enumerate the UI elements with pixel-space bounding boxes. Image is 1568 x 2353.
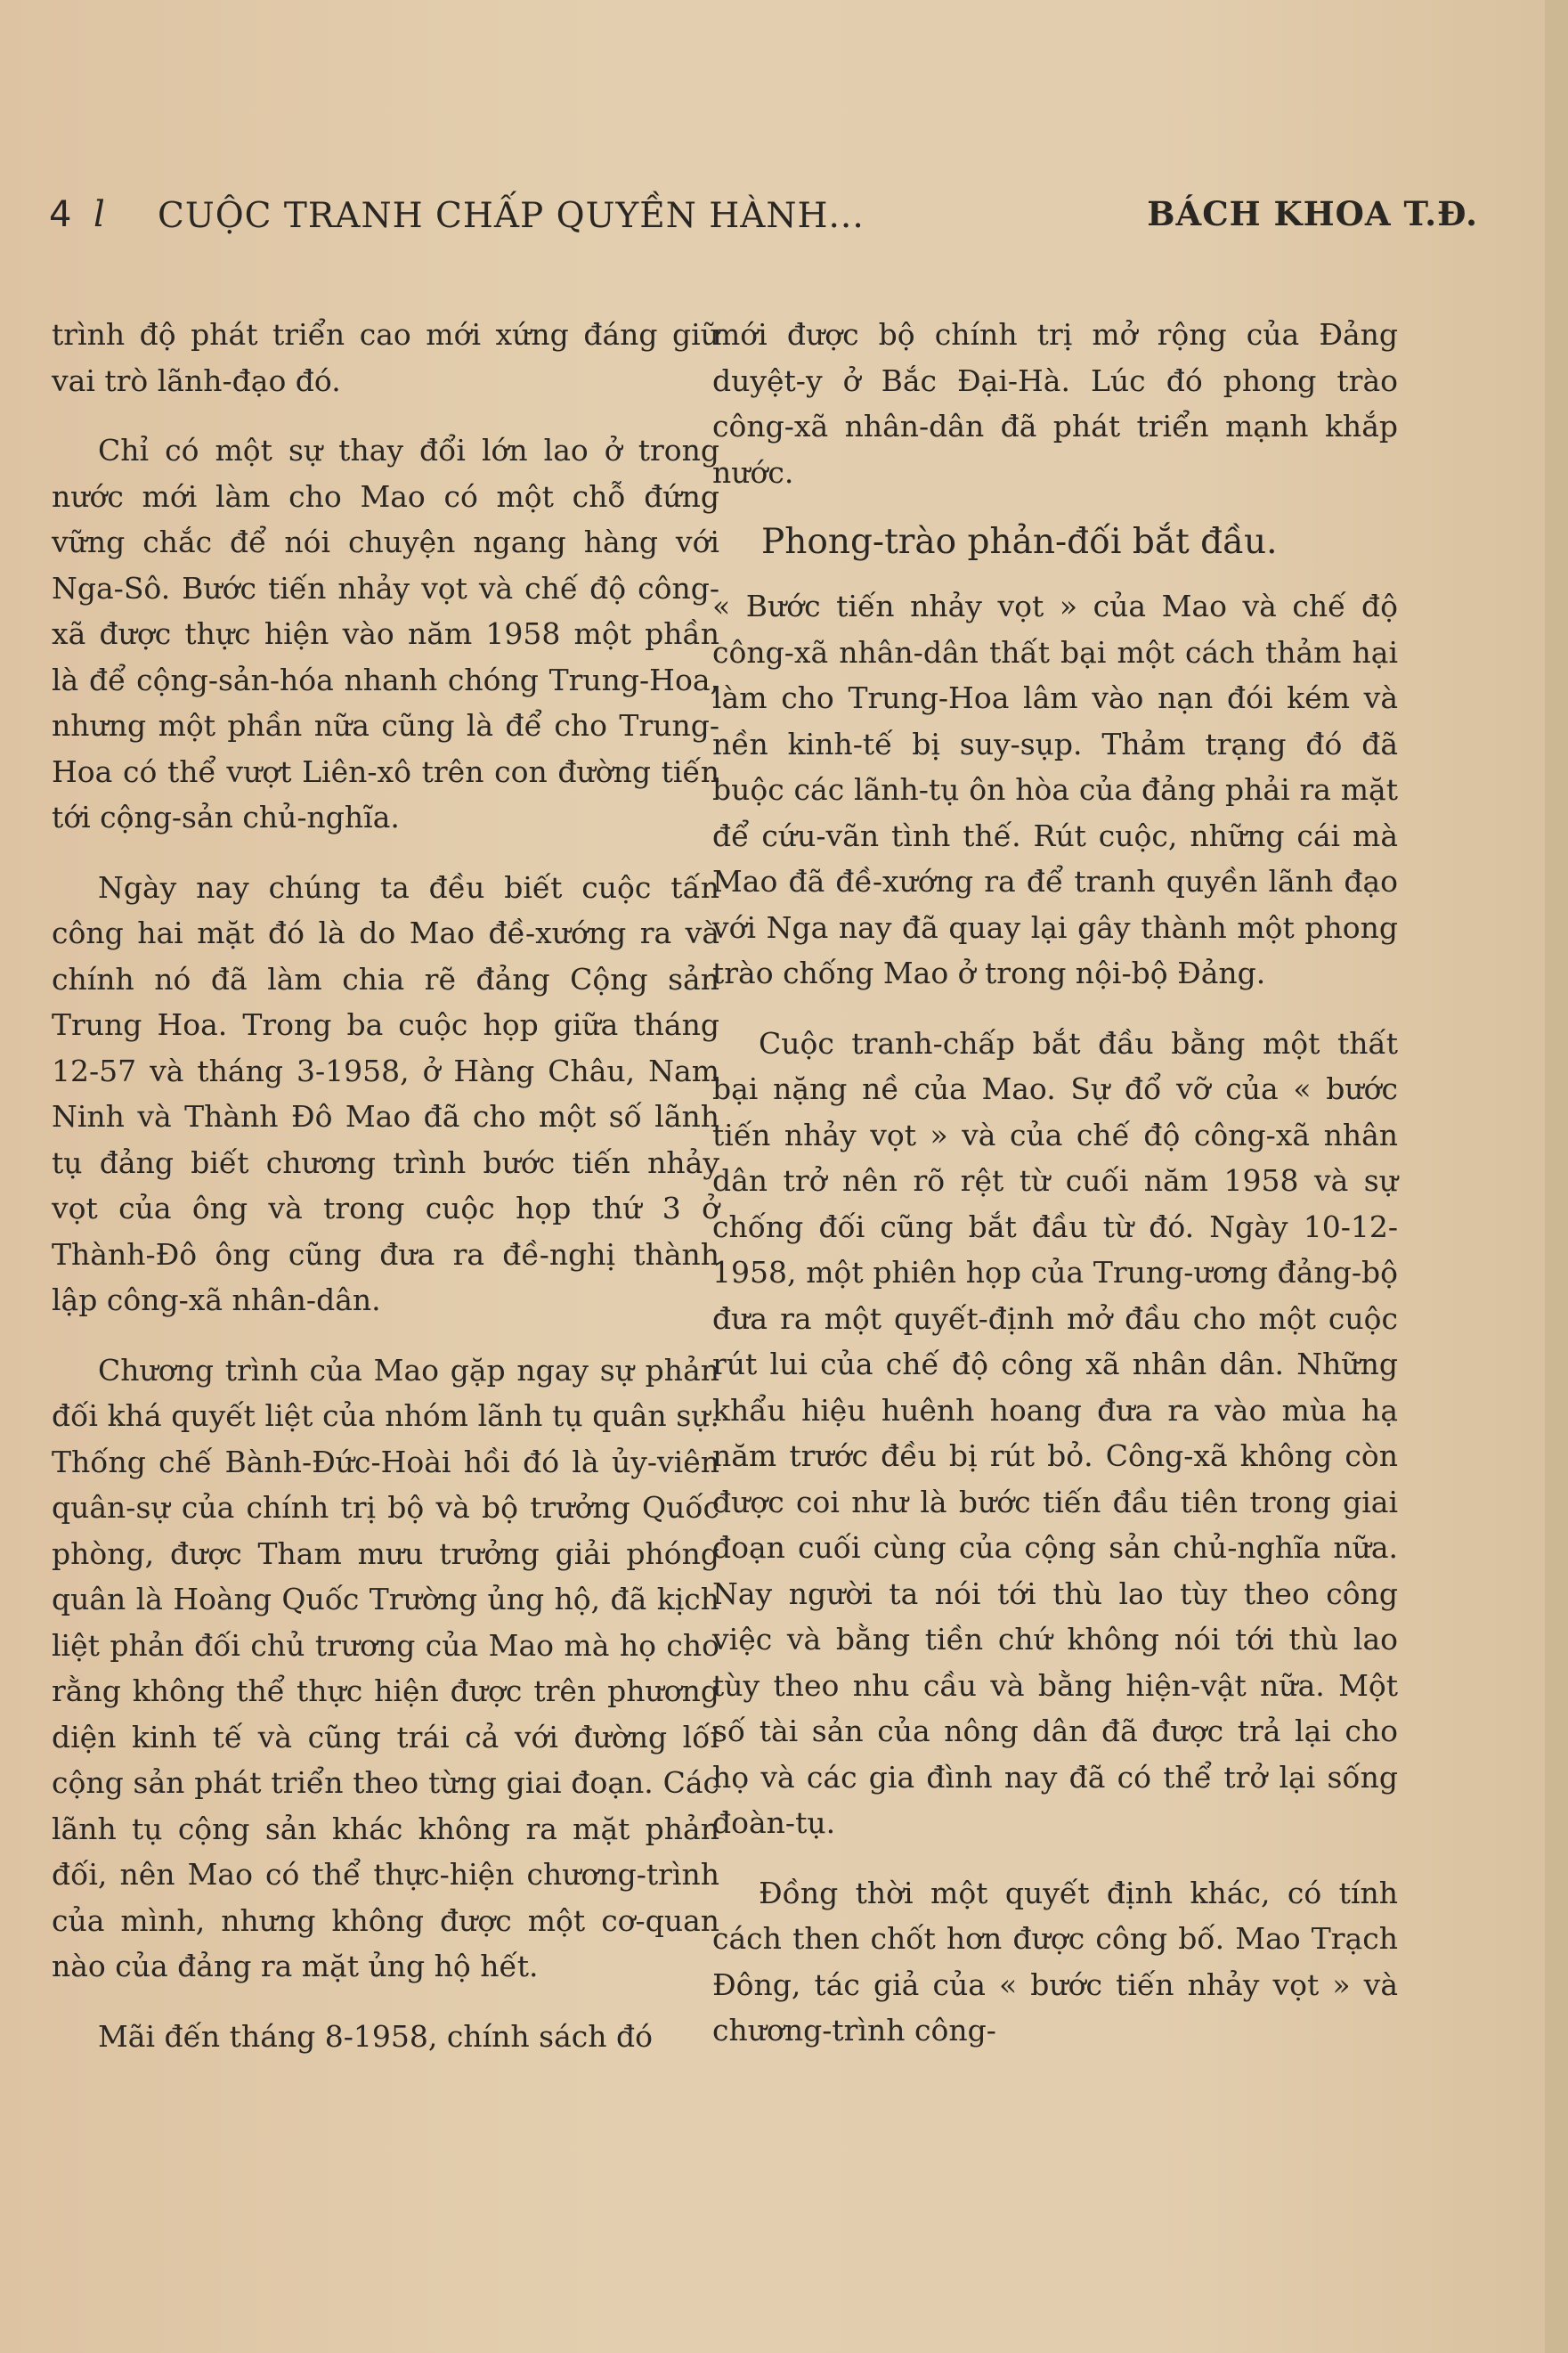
paragraph: mới được bộ chính trị mở rộng của Đảng duyệt-y ở Bắc Đại-Hà. Lúc đó phong trào công-xã nhân-dân đã phát triển mạnh khắp nước. bbox=[712, 317, 1398, 490]
paragraph: Mãi đến tháng 8-1958, chính sách đó bbox=[98, 2018, 653, 2054]
publication-name: BÁCH KHOA T.Đ. bbox=[1147, 194, 1478, 233]
binding-edge bbox=[1545, 0, 1568, 2353]
page-number: 4 bbox=[49, 194, 72, 235]
paragraph: Ngày nay chúng ta đều biết cuộc tấn công hai mặt đó là do Mao đề-xướng ra và chính nó đã làm chia rẽ đảng Cộng sản Trung Hoa. Trong ba cuộc họp giữa tháng 12-57 và tháng 3-1958, ở Hàng Châu, Nam Ninh và Thành Đô Mao đã cho một số lãnh tụ đảng biết chương trình bước tiến nhảy vọt của ông và trong cuộc họp thứ 3 ở Thành-Đô ông cũng đưa ra đề-nghị thành lập công-xã nhân-dân. bbox=[52, 869, 719, 1317]
paragraph: Cuộc tranh-chấp bắt đầu bằng một thất bại nặng nề của Mao. Sự đổ vỡ của « bước tiến nhảy vọt » và của chế độ công-xã nhân dân trở nên rõ rệt từ cuối năm 1958 và sự chống đối cũng bắt đầu từ đó. Ngày 10-12-1958, một phiên họp của Trung-ương đảng-bộ đưa ra một quyết-định mở đầu cho một cuộc rút lui của chế độ công xã nhân dân. Những khẩu hiệu huênh hoang đưa ra vào mùa hạ năm trước đều bị rút bỏ. Công-xã không còn được coi như là bước tiến đầu tiên trong giai đoạn cuối cùng của cộng sản chủ-nghĩa nữa. Nay người ta nói tới thù lao tùy theo công việc và bằng tiền chứ không nói tới thù lao tùy theo nhu cầu và bằng hiện-vật nữa. Một số tài sản của nông dân đã được trả lại cho họ và các gia đình nay đã có thể trở lại sống đoàn-tụ. bbox=[712, 1025, 1398, 1840]
paragraph: Chương trình của Mao gặp ngay sự phản đối khá quyết liệt của nhóm lãnh tụ quân sự. Thống chế Bành-Đức-Hoài hồi đó là ủy-viên quân-sự của chính trị bộ và bộ trưởng Quốc phòng, được Tham mưu trưởng giải phóng quân là Hoàng Quốc Trường ủng hộ, đã kịch liệt phản đối chủ trương của Mao mà họ cho rằng không thể thực hiện được trên phương diện kinh tế và cũng trái cả với đường lối cộng sản phát triển theo từng giai đoạn. Các lãnh tụ cộng sản khác không ra mặt phản đối, nên Mao có thể thực-hiện chương-trình của mình, nhưng không được một cơ-quan nào của đảng ra mặt ủng hộ hết. bbox=[52, 1352, 719, 1983]
header-separator: l bbox=[93, 194, 105, 235]
left-column bbox=[52, 312, 719, 2083]
paragraph: Đồng thời một quyết định khác, có tính cách then chốt hơn được công bố. Mao Trạch Đông, tác giả của « bước tiến nhảy vọt » và chương-trình công- bbox=[712, 1875, 1398, 2048]
paragraph: Chỉ có một sự thay đổi lớn lao ở trong nước mới làm cho Mao có một chỗ đứng vững chắc để nói chuyện ngang hàng với Nga-Sô. Bước tiến nhảy vọt và chế độ công-xã được thực hiện vào năm 1958 một phần là để cộng-sản-hóa nhanh chóng Trung-Hoa, nhưng một phần nữa cũng là để cho Trung-Hoa có thể vượt Liên-xô trên con đường tiến tới cộng-sản chủ-nghĩa. bbox=[52, 433, 719, 835]
running-title: CUỘC TRANH CHẤP QUYỀN HÀNH... bbox=[158, 196, 865, 236]
paragraph: « Bước tiến nhảy vọt » của Mao và chế độ công-xã nhân-dân thất bại một cách thảm hại làm cho Trung-Hoa lâm vào nạn đói kém và nền kinh-tế bị suy-sụp. Thảm trạng đó đã buộc các lãnh-tụ ôn hòa của đảng phải ra mặt để cứu-vãn tình thế. Rút cuộc, những cái mà Mao đã đề-xướng ra để tranh quyền lãnh đạo với Nga nay đã quay lại gây thành một phong trào chống Mao ở trong nội-bộ Đảng. bbox=[712, 589, 1398, 990]
right-column bbox=[712, 312, 1398, 2078]
paragraph: trình độ phát triển cao mới xứng đáng giữ vai trò lãnh-đạo đó. bbox=[52, 317, 719, 398]
section-subheading: Phong-trào phản-đối bắt đầu. bbox=[761, 522, 1278, 562]
running-header bbox=[49, 194, 1478, 256]
